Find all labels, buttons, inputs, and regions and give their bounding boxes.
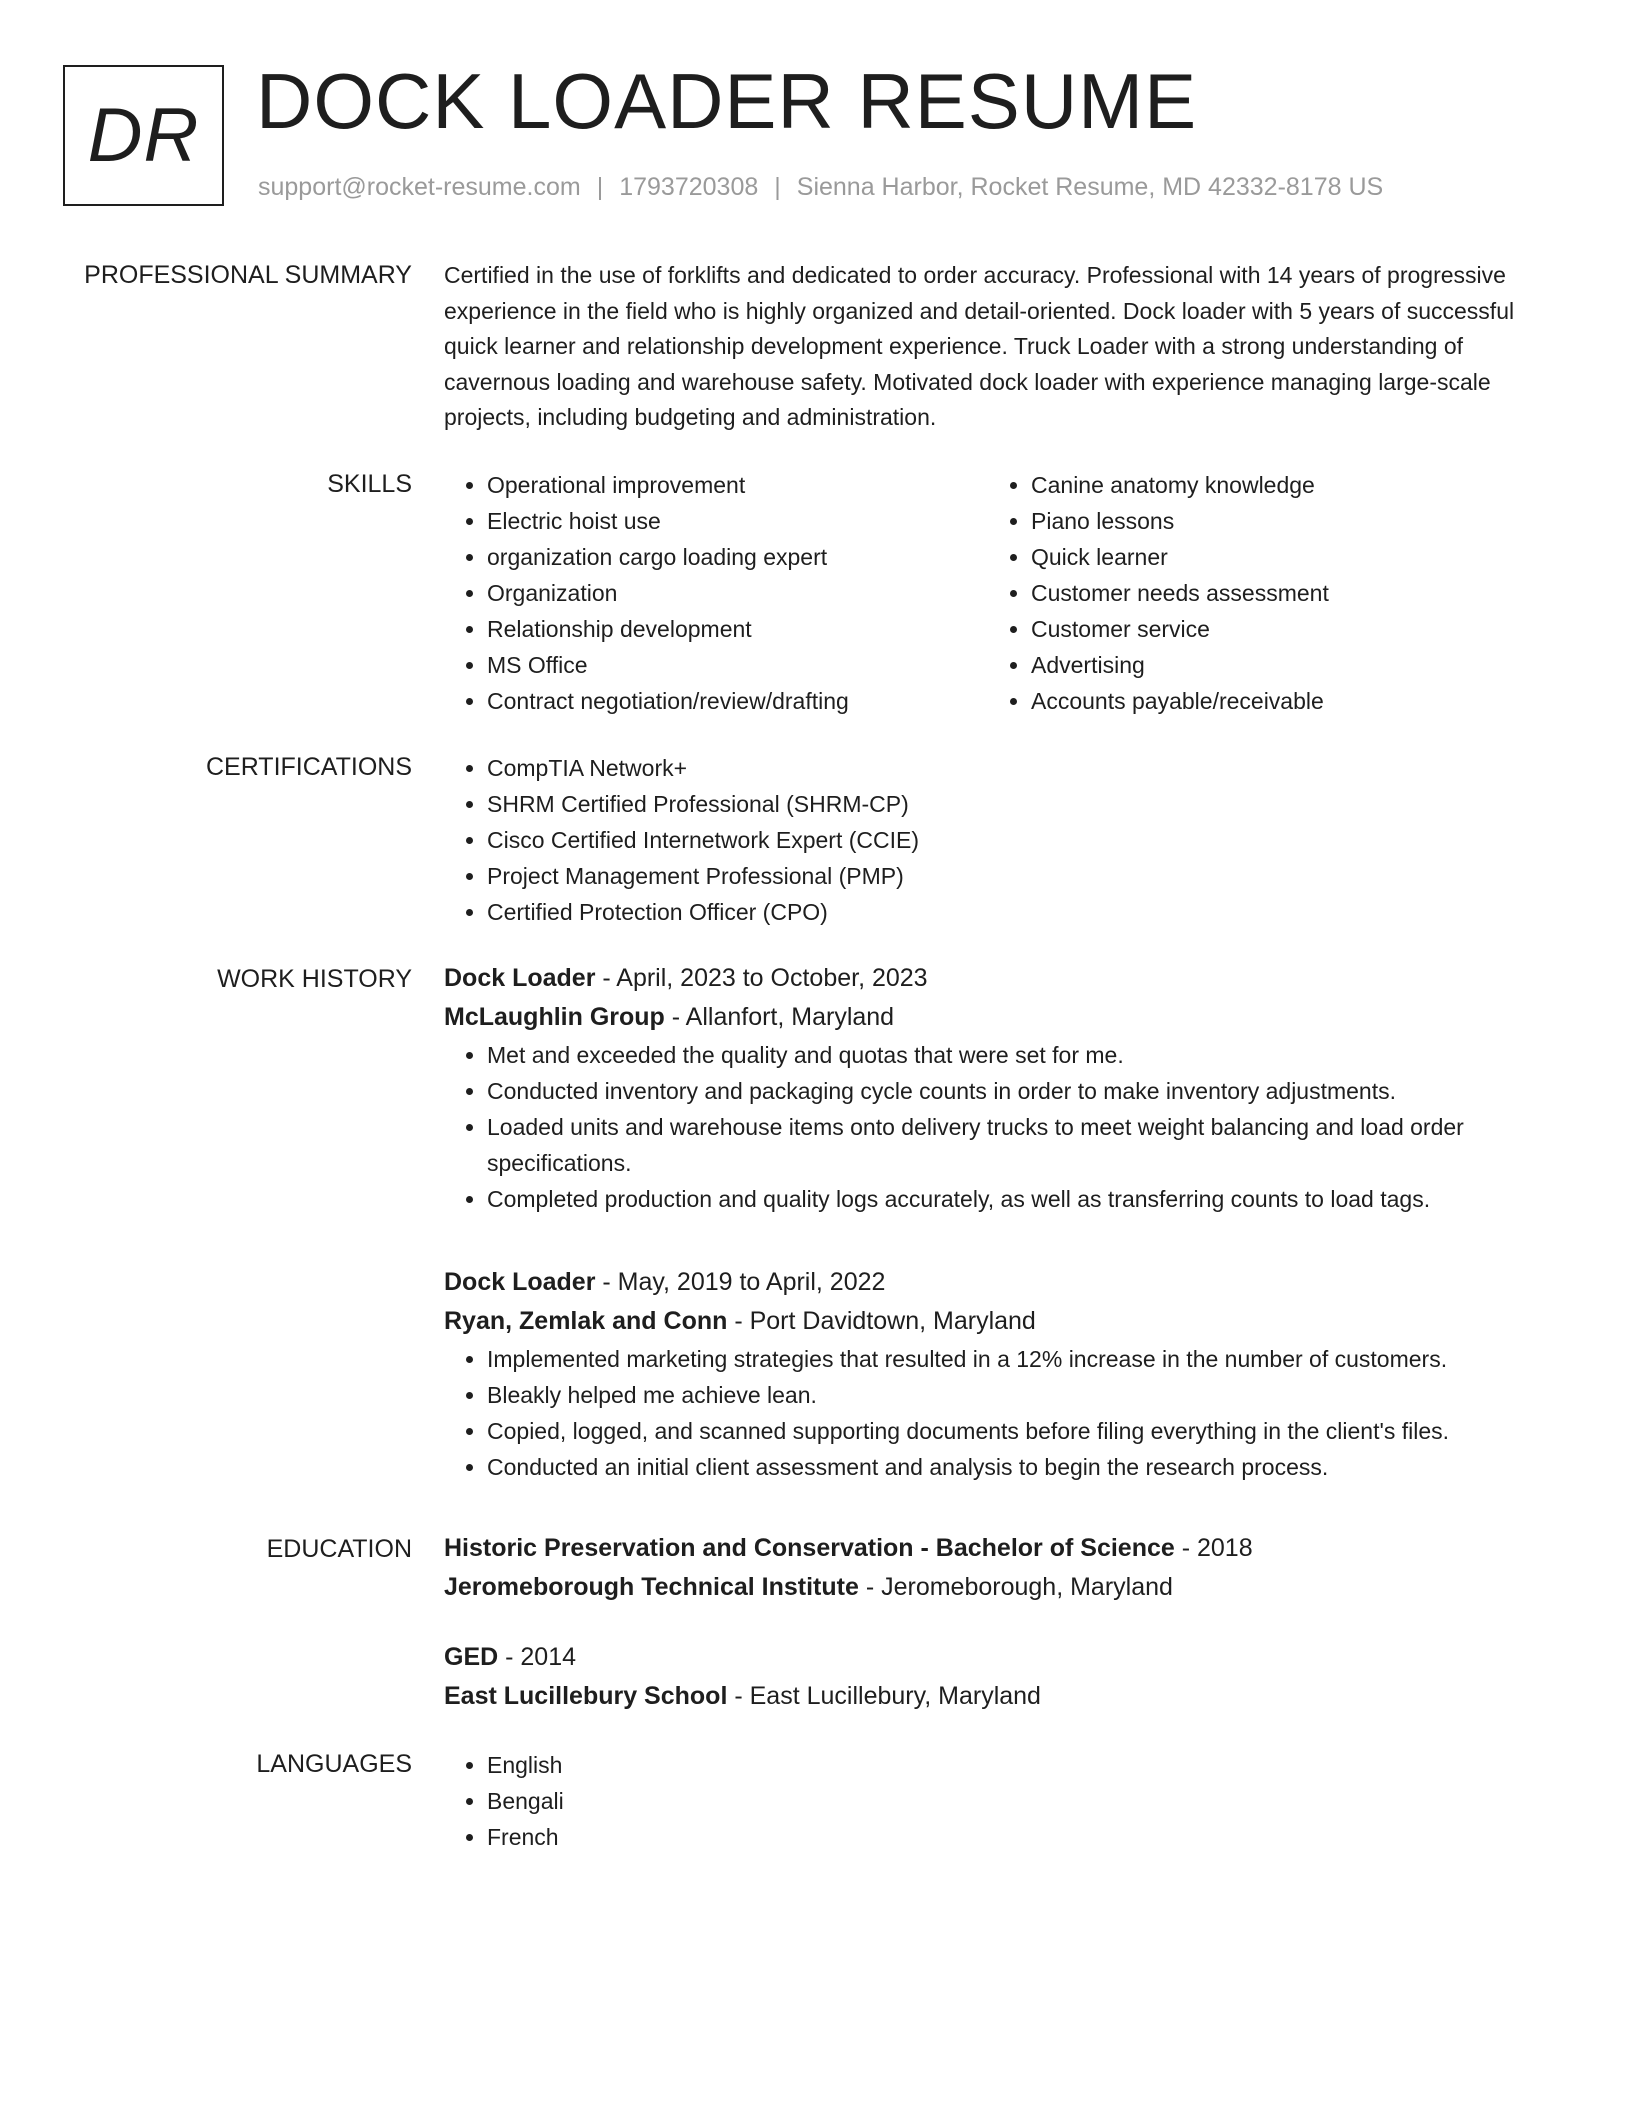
job-company: Ryan, Zemlak and Conn xyxy=(444,1307,728,1335)
graduation-year: - 2018 xyxy=(1174,1534,1253,1562)
school: East Lucillebury School xyxy=(444,1682,728,1710)
certification-item: • SHRM Certified Professional (SHRM-CP) xyxy=(487,786,1552,822)
certification-item: • Project Management Professional (PMP) xyxy=(487,858,1552,894)
email-text: support@rocket-resume.com xyxy=(258,173,581,201)
languages-label: LANGUAGES xyxy=(256,1750,412,1778)
job-company: McLaughlin Group xyxy=(444,1003,665,1031)
certification-item: • CompTIA Network+ xyxy=(487,750,1552,786)
job-bullet: • Conducted inventory and packaging cycle counts in order to make inventory adjustments. xyxy=(487,1073,1552,1109)
school: Jeromeborough Technical Institute xyxy=(444,1573,859,1601)
job-title: Dock Loader xyxy=(444,1268,596,1296)
job-bullets xyxy=(444,1341,1552,1485)
job-bullets xyxy=(444,1037,1552,1217)
separator: | xyxy=(774,173,781,201)
contact-line xyxy=(258,173,1383,202)
work-history-label: WORK HISTORY xyxy=(217,965,412,993)
separator: | xyxy=(596,173,604,201)
education-entry xyxy=(444,1638,1552,1716)
certifications-label: CERTIFICATIONS xyxy=(205,753,412,781)
job-bullet: • Conducted an initial client assessment and analysis to begin the research process. xyxy=(487,1449,1552,1485)
skills-label: SKILLS xyxy=(327,470,412,498)
skill-item: • Canine anatomy knowledge xyxy=(1031,467,1528,503)
skill-item: • Customer needs assessment xyxy=(1031,575,1528,611)
job-location: - Port Davidtown, Maryland xyxy=(727,1307,1036,1335)
certification-item: • Cisco Certified Internetwork Expert (CCIE) xyxy=(487,822,1552,858)
job-title-line xyxy=(444,1263,1552,1302)
job-title-line xyxy=(444,959,1552,998)
skills-column-right xyxy=(988,467,1528,719)
job-bullet: • Bleakly helped me achieve lean. xyxy=(487,1377,1552,1413)
skill-item: • Electric hoist use xyxy=(487,503,984,539)
skill-item: • MS Office xyxy=(487,647,984,683)
graduation-year: - 2014 xyxy=(498,1643,577,1671)
education-entry xyxy=(444,1529,1552,1607)
skill-item: • organization cargo loading expert xyxy=(487,539,984,575)
languages-body xyxy=(444,1747,1552,1855)
skills-column-left xyxy=(444,467,984,719)
education-label: EDUCATION xyxy=(266,1535,412,1563)
school-location: - Jeromeborough, Maryland xyxy=(858,1573,1173,1601)
skills-body xyxy=(444,467,1552,719)
job-bullet: • Loaded units and warehouse items onto delivery trucks to meet weight balancing and load order specifications. xyxy=(487,1109,1552,1181)
school-location: - East Lucillebury, Maryland xyxy=(727,1682,1041,1710)
initials-monogram: DR xyxy=(63,65,224,206)
degree: Historic Preservation and Conservation - Bachelor of Science xyxy=(444,1534,1175,1562)
language-item: • Bengali xyxy=(487,1783,1552,1819)
language-item: • English xyxy=(487,1747,1552,1783)
degree-line xyxy=(444,1638,1552,1677)
resume-title: DOCK LOADER RESUME xyxy=(256,57,1198,145)
summary-text: Certified in the use of forklifts and dedicated to order accuracy. Professional with 14 years of progressive experience in the field who is highly organized and detail-oriented. Dock loader with 5 years of successful quick learner and relationship development experience. Truck Loader with a strong understanding of cavernous loading and warehouse safety. Motivated dock loader with experience managing large-scale projects, including budgeting and administration. xyxy=(444,262,1515,430)
school-line xyxy=(444,1568,1552,1607)
certifications-body xyxy=(444,750,1552,930)
job-entry xyxy=(444,959,1552,1217)
phone-text: 1793720308 xyxy=(619,173,759,201)
job-bullet: • Copied, logged, and scanned supporting documents before filing everything in the client's files. xyxy=(487,1413,1552,1449)
skill-item: • Relationship development xyxy=(487,611,984,647)
job-dates: - April, 2023 to October, 2023 xyxy=(595,964,928,992)
job-entry xyxy=(444,1263,1552,1485)
certification-item: • Certified Protection Officer (CPO) xyxy=(487,894,1552,930)
skill-item: • Quick learner xyxy=(1031,539,1528,575)
address-text: Sienna Harbor, Rocket Resume, MD 42332-8178 US xyxy=(796,173,1384,201)
language-item: • French xyxy=(487,1819,1552,1855)
skill-item: • Customer service xyxy=(1031,611,1528,647)
skill-item: • Piano lessons xyxy=(1031,503,1528,539)
skill-item: • Operational improvement xyxy=(487,467,984,503)
job-bullet: • Completed production and quality logs accurately, as well as transferring counts to load tags. xyxy=(487,1181,1552,1217)
skill-item: • Advertising xyxy=(1031,647,1528,683)
skill-item: • Organization xyxy=(487,575,984,611)
degree: GED xyxy=(444,1643,499,1671)
summary-label: PROFESSIONAL SUMMARY xyxy=(84,261,412,289)
skill-item: • Contract negotiation/review/drafting xyxy=(487,683,984,719)
school-line xyxy=(444,1677,1552,1716)
job-dates: - May, 2019 to April, 2022 xyxy=(595,1268,886,1296)
job-bullet: • Met and exceeded the quality and quotas that were set for me. xyxy=(487,1037,1552,1073)
job-company-line xyxy=(444,1302,1552,1341)
job-company-line xyxy=(444,998,1552,1037)
skill-item: • Accounts payable/receivable xyxy=(1031,683,1528,719)
job-location: - Allanfort, Maryland xyxy=(664,1003,895,1031)
job-title: Dock Loader xyxy=(444,964,596,992)
job-bullet: • Implemented marketing strategies that resulted in a 12% increase in the number of customers. xyxy=(487,1341,1552,1377)
degree-line xyxy=(444,1529,1552,1568)
